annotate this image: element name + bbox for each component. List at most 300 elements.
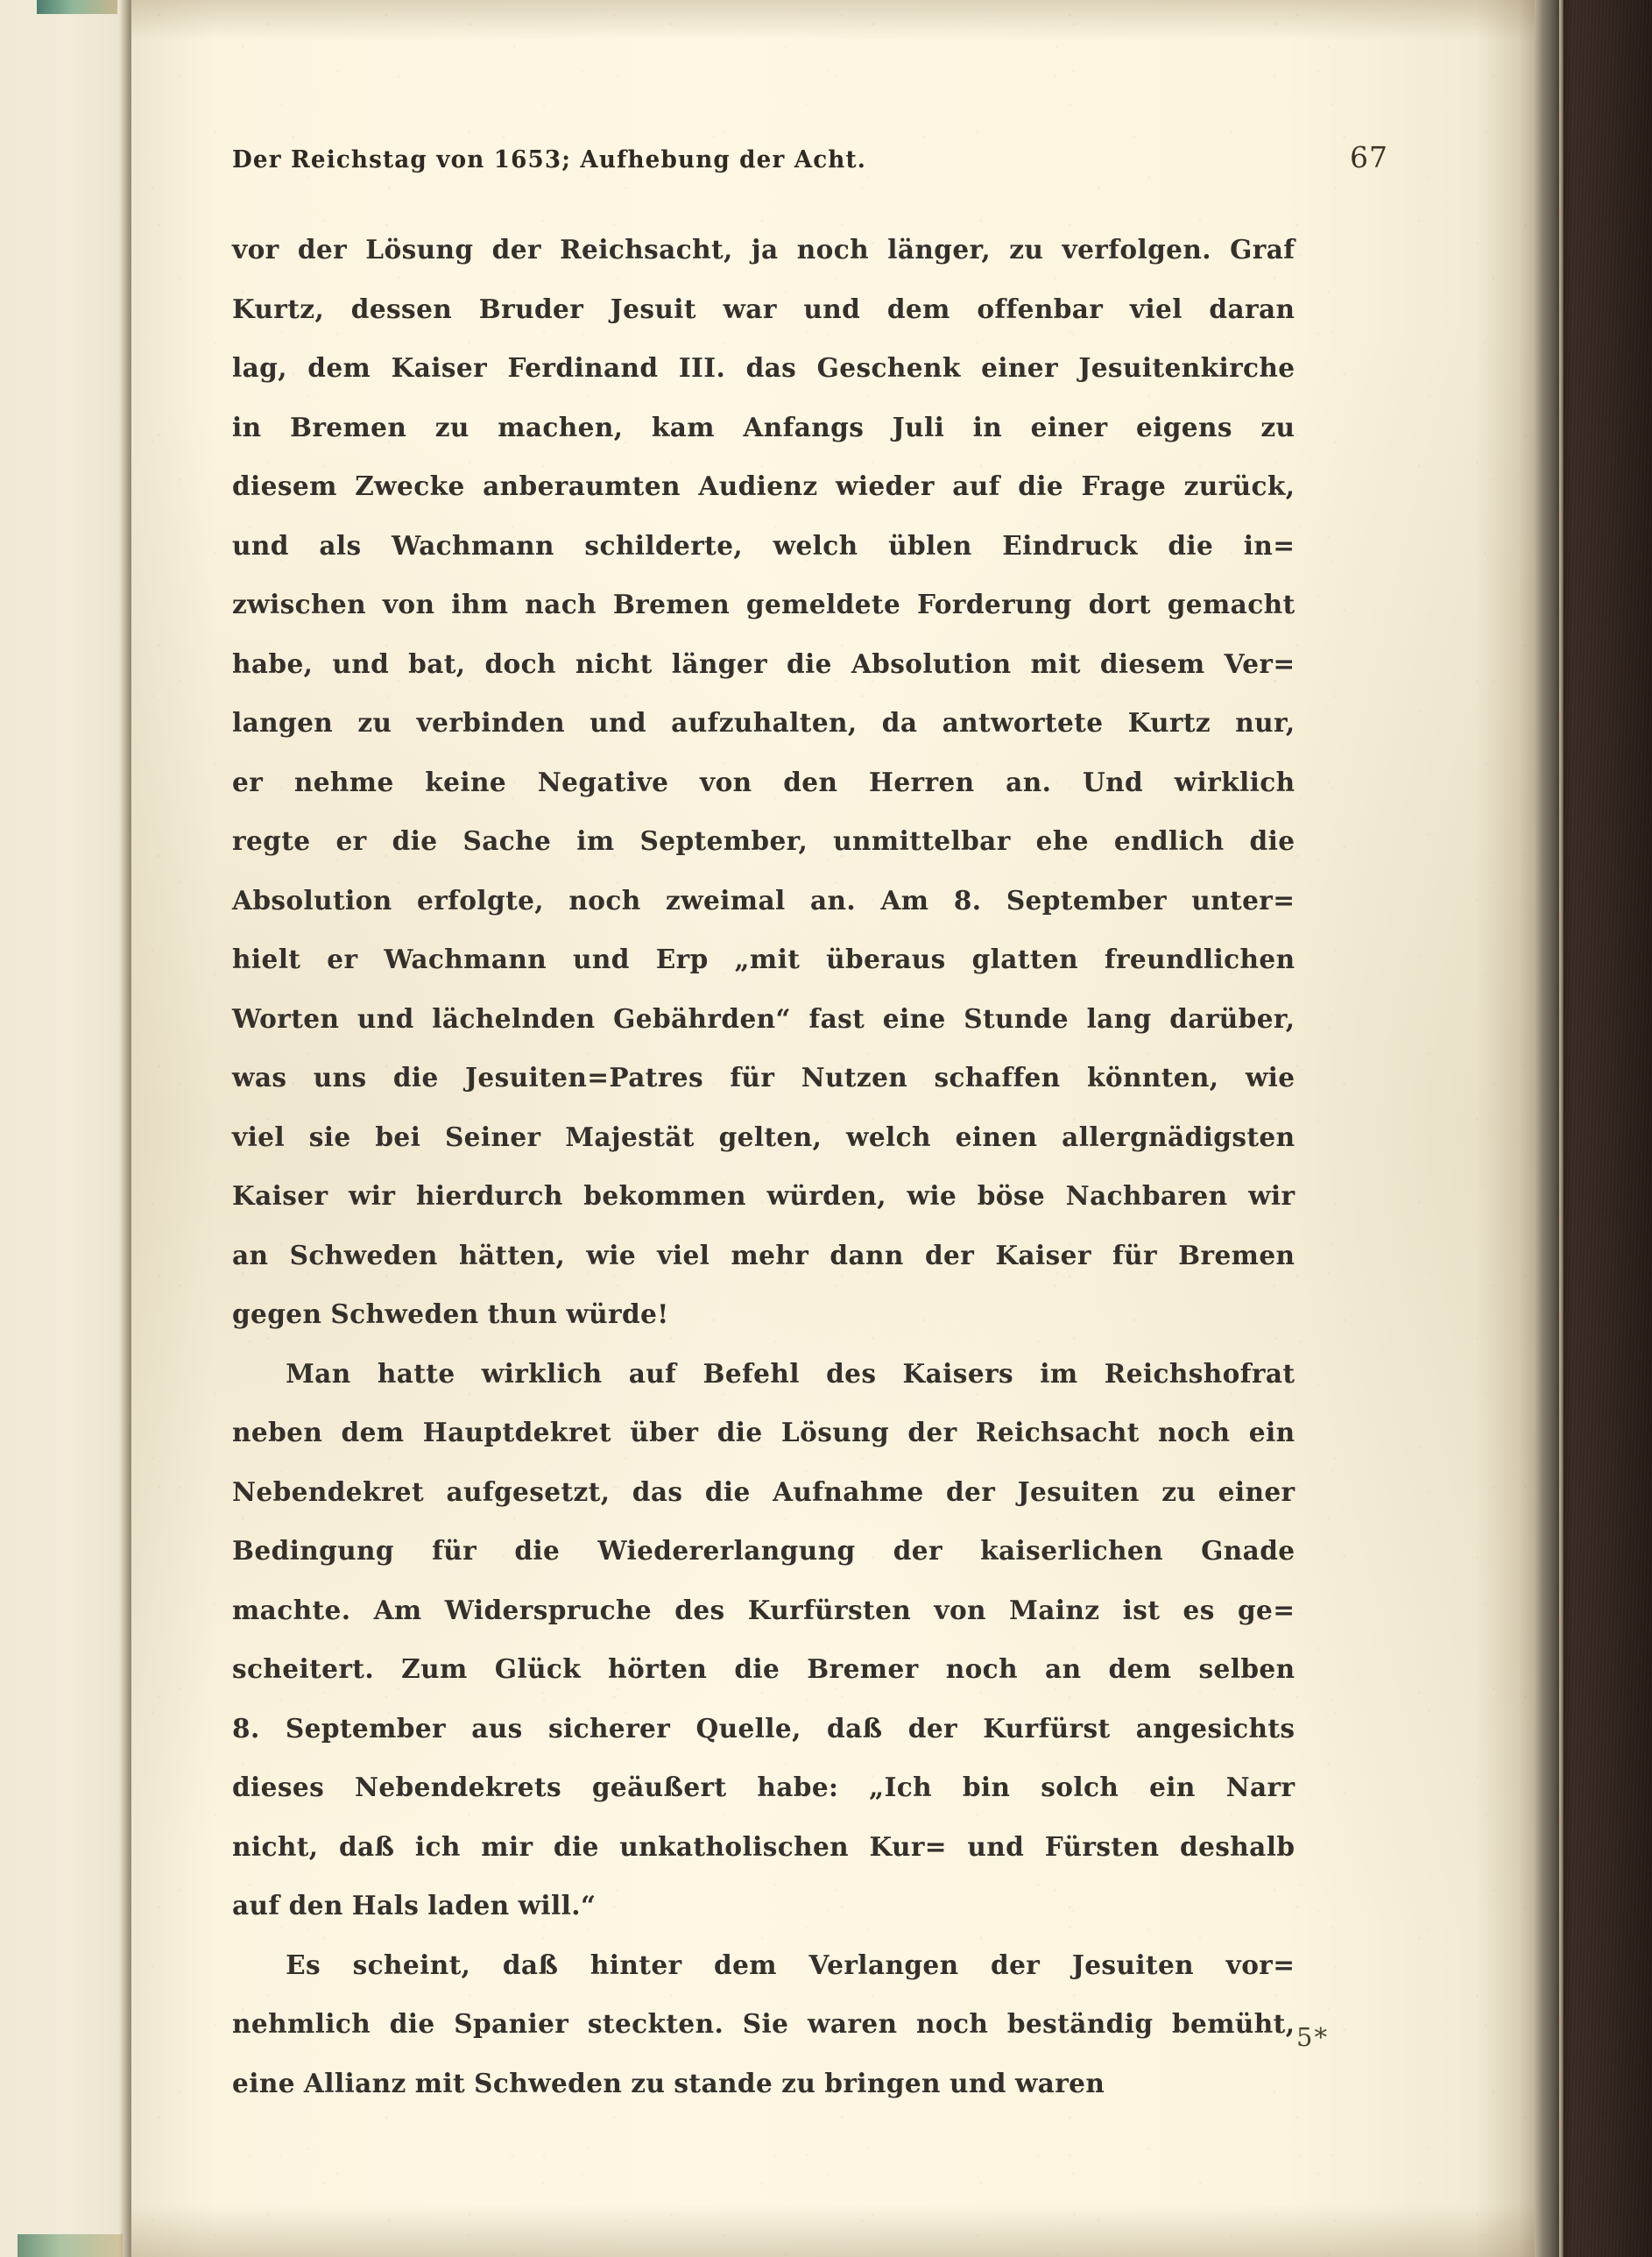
word: allergnädigsten	[1062, 1121, 1295, 1153]
word: Kur=	[869, 1831, 947, 1863]
word: III.	[678, 353, 726, 384]
word: freundlichen	[1104, 945, 1295, 975]
word: kaiserlichen	[980, 1536, 1163, 1567]
word: wie	[1245, 1063, 1295, 1093]
word: Graf	[1230, 235, 1295, 265]
word: im	[1040, 1358, 1078, 1390]
word: an.	[1006, 767, 1052, 798]
word: Bremer	[807, 1654, 919, 1685]
headband-bottom	[18, 2234, 123, 2257]
text-line	[232, 576, 1295, 635]
word: die	[734, 1654, 780, 1685]
word: üblen	[888, 530, 972, 562]
text-line	[232, 812, 1295, 872]
word: Widerspruche	[444, 1595, 653, 1626]
word: Geschenk	[816, 353, 961, 384]
word: Wachmann	[392, 530, 554, 562]
word: hierdurch	[415, 1181, 563, 1212]
text-line	[232, 694, 1295, 754]
page-sheet	[131, 0, 1537, 2257]
word: Kurtz,	[232, 294, 325, 325]
word: Bremen	[1178, 1240, 1295, 1271]
word: des	[674, 1595, 725, 1626]
binding-edge-strip	[1535, 0, 1561, 2257]
word: über	[630, 1418, 699, 1448]
word: bemüht,	[1172, 2009, 1295, 2040]
word: deshalb	[1180, 1831, 1295, 1863]
text-line	[232, 1936, 1295, 1996]
word: zu	[1009, 235, 1044, 265]
word: würden,	[766, 1181, 886, 1212]
word: Audienz	[698, 471, 818, 502]
word: auf	[628, 1358, 677, 1390]
signature-mark: 5*	[1296, 2022, 1329, 2052]
word: fast	[808, 1003, 865, 1035]
word: Frage	[1081, 471, 1167, 502]
word: von	[934, 1595, 986, 1626]
word: war	[723, 294, 777, 325]
word: für	[1112, 1240, 1157, 1271]
word: Reichsacht	[975, 1418, 1140, 1448]
word: dort	[1088, 590, 1151, 620]
word: Bremen	[612, 590, 731, 620]
word: unter=	[1191, 885, 1295, 916]
word: waren	[807, 2009, 898, 2040]
text-line	[232, 754, 1295, 813]
word: Eindruck	[1002, 530, 1138, 562]
word: böse	[977, 1181, 1046, 1212]
cover-board-right	[1559, 0, 1652, 2257]
word: ich	[414, 1831, 461, 1863]
word: Kurtz	[1127, 708, 1211, 739]
word: mehr	[731, 1240, 809, 1271]
page-top-shading	[131, 0, 1537, 40]
text-line	[232, 872, 1295, 931]
word: was	[232, 1063, 287, 1093]
word: Absolution	[232, 885, 392, 916]
word: habe,	[232, 648, 314, 680]
word: in	[972, 412, 1003, 443]
word: und	[572, 945, 630, 975]
word: da	[881, 708, 918, 739]
word: der	[893, 1536, 942, 1567]
word: daran	[1209, 294, 1295, 325]
page-bottom-shading	[131, 2204, 1537, 2257]
word: Hals	[351, 1891, 420, 1921]
word: Erp	[655, 945, 709, 975]
word: darüber,	[1169, 1003, 1295, 1035]
word: von	[382, 590, 435, 620]
word: Anfangs	[743, 412, 865, 443]
word: Am	[880, 885, 929, 916]
word: die	[514, 1536, 561, 1567]
word: scheitert.	[232, 1654, 375, 1685]
word: nehme	[293, 767, 394, 798]
word: neben	[232, 1418, 323, 1448]
word: der	[945, 1476, 996, 1508]
word: Allianz	[303, 2068, 406, 2099]
word: hörten	[608, 1654, 708, 1685]
word: Befehl	[702, 1358, 800, 1390]
paragraph	[232, 1345, 1311, 1936]
word: unmittelbar	[833, 826, 1011, 857]
text-line	[232, 1700, 1295, 1759]
word: zu	[631, 2068, 666, 2099]
word: angesichts	[1135, 1713, 1295, 1744]
word: zu	[1260, 412, 1295, 443]
word: Nachbaren	[1065, 1181, 1228, 1212]
word: waren	[1014, 2068, 1105, 2099]
word: eine	[232, 2068, 295, 2099]
text-line	[232, 1227, 1295, 1286]
word: thun	[487, 1299, 558, 1330]
word: dem	[886, 294, 950, 325]
word: Sie	[742, 2009, 789, 2040]
word: und	[357, 1003, 414, 1035]
word: steckten.	[587, 2009, 724, 2040]
word: er	[327, 945, 358, 975]
word: sicherer	[547, 1713, 671, 1744]
word: zwischen	[232, 590, 366, 620]
word: Jesuiten	[1071, 1949, 1195, 1981]
word: Reichshofrat	[1104, 1358, 1295, 1390]
word: Absolution	[851, 648, 1012, 680]
word: noch	[916, 2009, 989, 2040]
word: wir	[348, 1181, 396, 1212]
word: Jesuit	[610, 294, 696, 325]
word: Bremen	[289, 412, 407, 443]
word: in=	[1243, 530, 1295, 562]
word: die	[717, 1418, 763, 1448]
text-line	[232, 1818, 1295, 1878]
word: Stunde	[964, 1003, 1070, 1035]
word: er	[335, 826, 367, 857]
text-line	[232, 399, 1295, 458]
word: Am	[373, 1595, 422, 1626]
word: ge=	[1238, 1595, 1295, 1626]
word: Schweden	[474, 2068, 623, 2099]
word: einer	[1030, 412, 1108, 443]
word: Worten	[232, 1003, 340, 1035]
word: Kaiser	[391, 353, 488, 384]
word: antwortete	[942, 708, 1104, 739]
word: erfolgte,	[417, 885, 544, 916]
word: bin	[962, 1772, 1011, 1803]
word: einer	[981, 353, 1058, 384]
word: für	[730, 1063, 775, 1093]
word: Lösung	[780, 1418, 890, 1448]
text-line	[232, 1758, 1295, 1818]
word: doch	[484, 648, 556, 680]
word: gelten,	[718, 1121, 822, 1153]
word: Nebendekret	[232, 1476, 425, 1508]
word: Kaiser	[232, 1181, 328, 1212]
word: kam	[651, 412, 715, 443]
word: 8.	[232, 1713, 260, 1744]
text-line	[232, 1404, 1295, 1463]
facing-page-sliver	[0, 0, 131, 2257]
word: keine	[425, 767, 507, 798]
word: Schweden	[289, 1240, 438, 1271]
word: wieder	[835, 471, 935, 502]
word: könnten,	[1086, 1063, 1219, 1093]
page-curl-shading	[1476, 0, 1537, 2257]
word: geäußert	[591, 1772, 727, 1803]
word: unkatholischen	[619, 1831, 850, 1863]
word: mir	[481, 1831, 533, 1863]
word: Wachmann	[384, 945, 547, 975]
word: September	[285, 1713, 447, 1744]
word: im	[576, 826, 615, 857]
word: dem	[341, 1418, 405, 1448]
word: aufgesetzt,	[446, 1476, 611, 1508]
word: an	[232, 1240, 269, 1271]
word: Nutzen	[801, 1063, 908, 1093]
text-line	[232, 1995, 1295, 2055]
text-line	[232, 339, 1295, 399]
word: Kurfürst	[983, 1713, 1111, 1744]
word: Verlangen	[808, 1949, 959, 1981]
headband-top	[37, 0, 117, 14]
word: der	[491, 235, 541, 265]
word: Man	[286, 1358, 351, 1390]
word: Kaiser	[995, 1240, 1091, 1271]
word: wirklich	[481, 1358, 603, 1390]
word: ein	[1248, 1418, 1295, 1448]
paragraph	[232, 221, 1311, 1345]
word: bekommen	[583, 1181, 746, 1212]
word: Und	[1082, 767, 1144, 798]
word: daß	[827, 1713, 883, 1744]
word: ein	[1149, 1772, 1196, 1803]
word: und	[232, 530, 289, 562]
word: nur,	[1235, 708, 1295, 739]
word: an.	[809, 885, 857, 916]
word: Fürsten	[1044, 1831, 1160, 1863]
word: solch	[1041, 1772, 1119, 1803]
text-line	[232, 1463, 1295, 1523]
word: regte	[232, 826, 311, 857]
word: die	[786, 648, 832, 680]
text-line	[232, 457, 1295, 517]
running-head	[232, 140, 1388, 174]
text-line	[232, 635, 1295, 695]
word: aufzuhalten,	[671, 708, 858, 739]
word: eigens	[1135, 412, 1232, 443]
text-line	[232, 930, 1295, 990]
word: nicht,	[232, 1831, 319, 1863]
word: der	[924, 1240, 975, 1271]
word: bat,	[408, 648, 466, 680]
word: daß	[502, 1949, 559, 1981]
text-line	[232, 517, 1295, 577]
word: Bruder	[478, 294, 584, 325]
word: hielt	[232, 945, 301, 975]
word: der	[297, 235, 348, 265]
word: Es	[286, 1949, 321, 1981]
word: ihm	[451, 590, 509, 620]
word: auf	[952, 471, 1000, 502]
word: in	[232, 412, 262, 443]
word: die	[704, 1476, 751, 1508]
word: zweimal	[665, 885, 786, 916]
word: Forderung	[917, 590, 1072, 620]
word: vor	[232, 235, 279, 265]
word: und	[967, 1831, 1025, 1863]
word: eine	[882, 1003, 946, 1035]
word: hätten,	[458, 1240, 566, 1271]
text-line	[232, 1522, 1295, 1581]
word: ja	[751, 235, 779, 265]
word: ehe	[1035, 826, 1089, 857]
word: Quelle,	[695, 1713, 801, 1744]
word: an	[1045, 1654, 1082, 1685]
word: Zwecke	[355, 471, 465, 502]
word: Sache	[462, 826, 552, 857]
word: welch	[846, 1121, 931, 1153]
word: Nebendekrets	[354, 1772, 562, 1803]
word: und	[949, 2068, 1006, 2099]
word: verbinden	[416, 708, 565, 739]
word: gemacht	[1167, 590, 1295, 620]
word: Bedingung	[232, 1536, 394, 1567]
body-text	[232, 221, 1311, 2113]
word: des	[826, 1358, 877, 1390]
word: September,	[639, 826, 808, 857]
word: Juli	[892, 412, 945, 443]
word: „mit	[734, 945, 801, 975]
word: einen	[955, 1121, 1038, 1153]
word: nehmlich	[232, 2009, 371, 2040]
word: viel	[232, 1121, 286, 1153]
word: Spanier	[454, 2009, 569, 2040]
paragraph	[232, 1936, 1311, 2114]
text-line	[232, 2055, 1295, 2114]
word: die	[1168, 530, 1214, 562]
text-line	[232, 1167, 1295, 1227]
text-line	[232, 280, 1295, 340]
word: stande	[674, 2068, 773, 2099]
word: diesem	[232, 471, 337, 502]
word: mit	[414, 2068, 466, 2099]
word: zu	[357, 708, 392, 739]
text-line	[232, 1285, 1295, 1345]
word: zu	[434, 412, 469, 443]
word: der	[991, 1949, 1041, 1981]
word: Herren	[869, 767, 975, 798]
word: länger	[671, 648, 767, 680]
word: viel	[657, 1240, 710, 1271]
word: wie	[586, 1240, 637, 1271]
word: zu	[1161, 1476, 1197, 1508]
text-line	[232, 221, 1295, 280]
word: langen	[232, 708, 334, 739]
word: Ferdinand	[507, 353, 659, 384]
word: dem	[1108, 1654, 1172, 1685]
word: und	[332, 648, 390, 680]
text-line	[232, 1581, 1295, 1641]
page-number: 67	[1350, 140, 1388, 174]
word: überaus	[826, 945, 946, 975]
word: zurück,	[1183, 471, 1295, 502]
word: machte.	[232, 1595, 351, 1626]
word: scheint,	[352, 1949, 471, 1981]
word: für	[432, 1536, 477, 1567]
word: als	[319, 530, 362, 562]
word: Reichsacht,	[560, 235, 733, 265]
word: diesem	[1099, 648, 1205, 680]
word: gegen	[232, 1299, 322, 1330]
word: Negative	[537, 767, 669, 798]
word: Wiedererlangung	[597, 1536, 856, 1567]
word: Aufnahme	[773, 1476, 924, 1508]
word: September	[1006, 885, 1167, 916]
word: der	[907, 1418, 957, 1448]
word: bei	[375, 1121, 421, 1153]
text-line	[232, 990, 1295, 1050]
text-line	[232, 1877, 1295, 1936]
word: selben	[1198, 1654, 1295, 1685]
word: von	[700, 767, 752, 798]
word: noch	[945, 1654, 1018, 1685]
word: mit	[1030, 648, 1081, 680]
word: noch	[796, 235, 870, 265]
word: hinter	[589, 1949, 682, 1981]
word: Zum	[401, 1654, 468, 1685]
word: 8.	[953, 885, 982, 916]
word: Hauptdekret	[422, 1418, 611, 1448]
word: Narr	[1225, 1772, 1295, 1803]
word: vor=	[1225, 1949, 1295, 1981]
word: Jesuiten	[1017, 1476, 1140, 1508]
word: dem	[307, 353, 371, 384]
word: einer	[1218, 1476, 1295, 1508]
word: verfolgen.	[1062, 235, 1211, 265]
word: und	[589, 708, 647, 739]
word: welch	[773, 530, 858, 562]
word: wie	[907, 1181, 957, 1212]
word: dem	[714, 1949, 777, 1981]
word: lächelnden	[432, 1003, 596, 1035]
word: Schweden	[330, 1299, 479, 1330]
word: hatte	[377, 1358, 455, 1390]
word: gemeldete	[745, 590, 901, 620]
word: schaffen	[934, 1063, 1061, 1093]
word: der	[907, 1713, 957, 1744]
word: die	[553, 1831, 599, 1863]
word: die	[392, 1063, 439, 1093]
word: ist	[1122, 1595, 1161, 1626]
word: Seiner	[444, 1121, 541, 1153]
word: nicht	[575, 648, 653, 680]
word: laden	[427, 1891, 510, 1921]
text-line	[232, 1640, 1295, 1700]
word: lag,	[232, 353, 287, 384]
word: noch	[568, 885, 641, 916]
word: beständig	[1006, 2009, 1154, 2040]
word: die	[1249, 826, 1295, 857]
word: Kaisers	[902, 1358, 1014, 1390]
word: wirklich	[1174, 767, 1295, 798]
word: Jesuitenkirche	[1078, 353, 1295, 384]
word: daß	[338, 1831, 395, 1863]
word: will.“	[518, 1891, 597, 1921]
word: schilderte,	[584, 530, 744, 562]
word: offenbar	[977, 294, 1104, 325]
word: noch	[1158, 1418, 1231, 1448]
word: Gnade	[1201, 1536, 1295, 1567]
text-line	[232, 1108, 1295, 1168]
